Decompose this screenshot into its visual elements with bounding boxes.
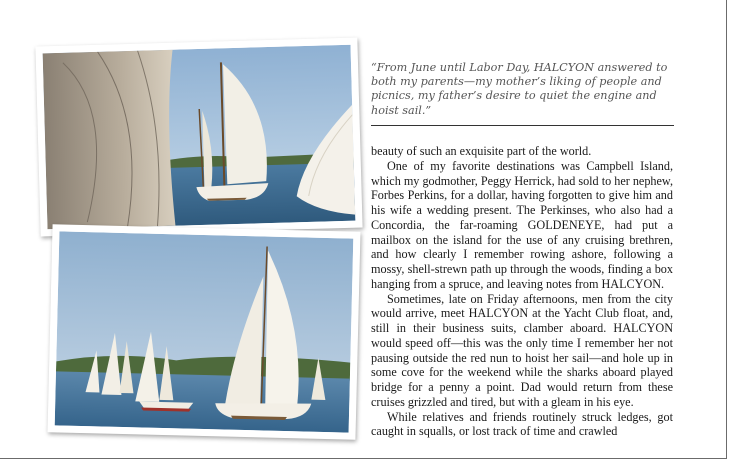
pull-quote: “From June until Labor Day, HALCYON answered to both my parents—my mother’s liking of people and picnics, my father’s desire to quiet the engine and hoist sail.” xyxy=(371,61,668,117)
pull-quote-rule xyxy=(371,125,674,126)
article-body xyxy=(371,144,673,439)
sailboat-photo-illustration xyxy=(43,45,356,230)
photo-sailboat-fleet xyxy=(48,224,361,439)
paragraph-continued: beauty of such an exquisite part of the world. xyxy=(371,144,592,158)
photo-sailboat-under-sail xyxy=(35,38,362,237)
paragraph-friday-afternoons: Sometimes, late on Friday afternoons, men from the city would arrive, meet HALCYON at the Yacht Club float, and, still in their business suits, clamber aboard. HALCYON would speed off—this was the only time I remember her not pausing outside the red nun to hoist her sail—and hole up in some cove for the weekend while the sharks aboard played bridge for a penny a point. Dad would return from these cruises grizzled and tired, but with a gleam in his eye. xyxy=(371,291,673,409)
paragraph-campbell-island: One of my favorite destinations was Campbell Island, which my godmother, Peggy Herrick, had sold to her nephew, Forbes Perkins, for a dollar, having forgotten to give him and his wife a wedding present. The Perkinses, who also had a Concordia, the far-roaming GOLDENEYE, had put a mailbox on the island for the use of any cruising brethren, and how clearly I remember rowing ashore, following a mossy, shell-strewn path up through the woods, finding a box hanging from a spruce, and leaving notes from HALCYON. xyxy=(371,158,673,291)
page-edge-right xyxy=(726,0,727,458)
paragraph-relatives-and-friends: While relatives and friends routinely struck ledges, got caught in squalls, or lost track of time and crawled xyxy=(371,409,673,439)
page-edge-bottom xyxy=(0,458,727,459)
sailboat-fleet-illustration xyxy=(55,231,354,432)
